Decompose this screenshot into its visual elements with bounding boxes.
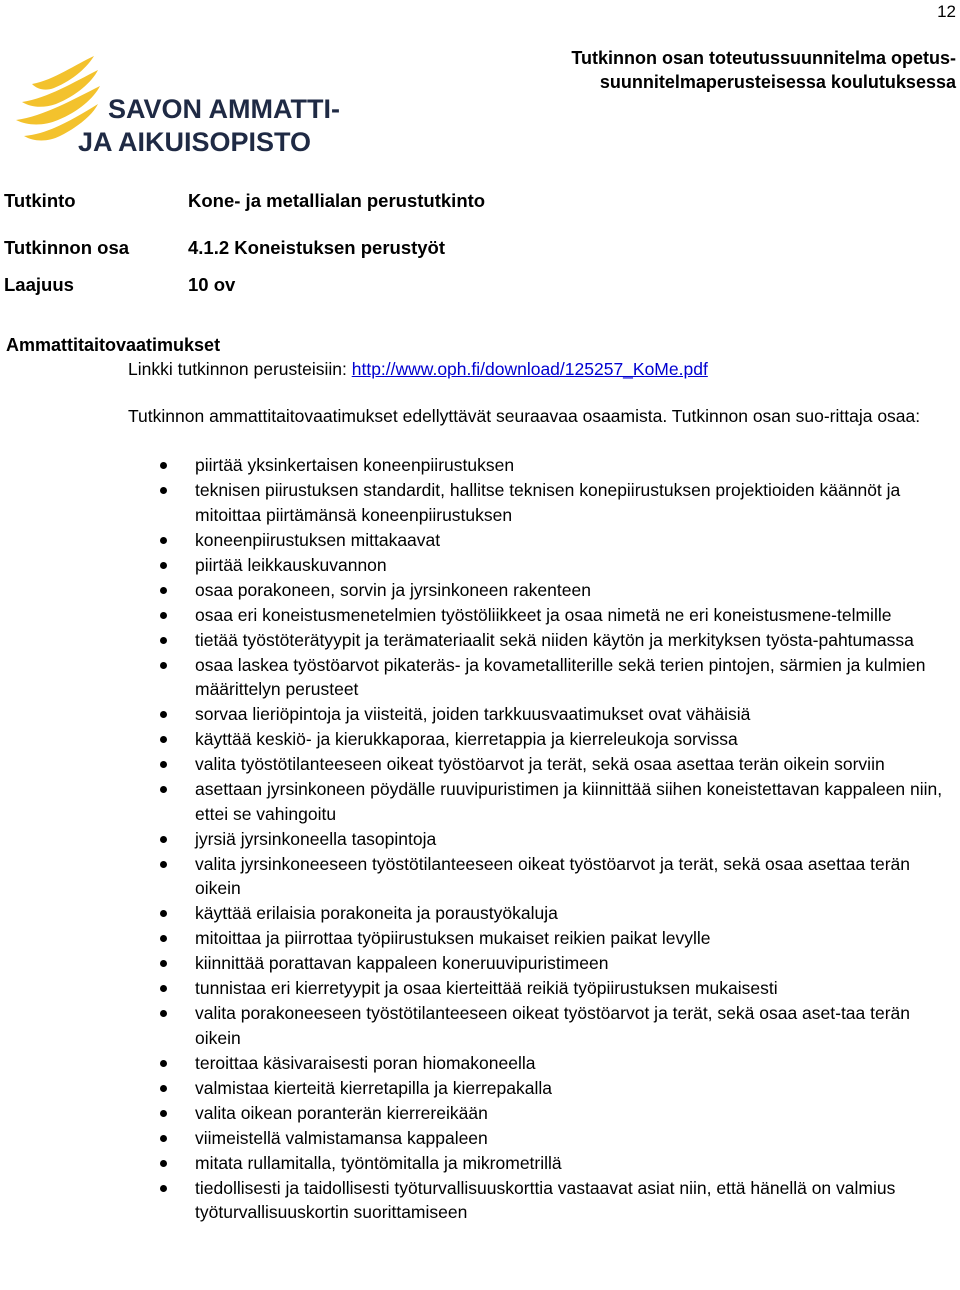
- list-item: [160, 1126, 956, 1151]
- list-item-text: piirtää leikkauskuvannon: [195, 554, 387, 575]
- requirements-heading: Ammattitaitovaatimukset: [6, 335, 221, 355]
- list-item: [160, 478, 956, 527]
- savon-ammattiopisto-logo: [14, 50, 354, 160]
- bullet-icon: [160, 587, 167, 594]
- list-item-text: osaa porakoneen, sorvin ja jyrsinkoneen rakenteen: [195, 579, 591, 600]
- requirements-intro: Tutkinnon ammattitaitovaatimukset edellyttävät seuraavaa osaamista. Tutkinnon osan suo-rittaja osaa:: [128, 406, 921, 426]
- bullet-icon: [160, 462, 167, 469]
- bullet-icon: [160, 612, 167, 619]
- list-item-text: tunnistaa eri kierretyypit ja osaa kierteittää reikiä työpiirustuksen mukaisesti: [195, 978, 778, 998]
- bullet-icon: [160, 786, 167, 793]
- link-prefix: Linkki tutkinnon perusteisiin:: [128, 359, 352, 379]
- list-item-text: mitata rullamitalla, työntömitalla ja mikrometrillä: [195, 1152, 562, 1173]
- page-number: 12: [937, 2, 956, 21]
- list-item: [160, 653, 956, 702]
- bullet-icon: [160, 537, 167, 544]
- list-item: [160, 553, 956, 578]
- list-item: [160, 578, 956, 603]
- list-item: [160, 852, 956, 901]
- list-item-text: valita työstötilanteeseen oikeat työstöarvot ja terät, sekä osaa asettaa terän oikein sorviin: [195, 754, 885, 774]
- list-item-text: viimeistellä valmistamansa kappaleen: [195, 1127, 488, 1148]
- bullet-icon: [160, 861, 167, 868]
- list-item: [160, 603, 956, 628]
- list-item: [160, 951, 956, 976]
- list-item-text: teknisen piirustuksen standardit, hallitse teknisen konepiirustuksen projektioiden käännöt ja mitoittaa piirtämänsä koneenpiirustuksen: [195, 480, 901, 525]
- bullet-icon: [160, 637, 167, 644]
- bullet-icon: [160, 1085, 167, 1092]
- list-item: [160, 727, 956, 752]
- bullet-icon: [160, 910, 167, 917]
- list-item-text: koneenpiirustuksen mittakaavat: [195, 529, 441, 550]
- list-item-text: valita porakoneeseen työstötilanteeseen oikeat työstöarvot ja terät, sekä osaa aset-taa terän oikein: [195, 1003, 911, 1048]
- list-item: [160, 1151, 956, 1176]
- list-item: [160, 827, 956, 852]
- document-title-line1: Tutkinnon osan toteutussuunnitelma opetus-: [571, 48, 956, 68]
- bullet-icon: [160, 487, 167, 494]
- laajuus-value: 10 ov: [188, 274, 236, 295]
- list-item-text: käyttää erilaisia porakoneita ja poraustyökaluja: [195, 903, 558, 923]
- bullet-icon: [160, 1110, 167, 1117]
- list-item-text: mitoittaa ja piirrottaa työpiirustuksen mukaiset reikien paikat levylle: [195, 928, 711, 948]
- requirements-link-line: [128, 357, 708, 381]
- list-item-text: käyttää keskiö- ja kierukkaporaa, kierretappia ja kierreleukoja sorvissa: [195, 729, 738, 749]
- list-item: [160, 777, 956, 826]
- logo-text-line1: SAVON AMMATTI-: [108, 94, 340, 124]
- bullet-icon: [160, 711, 167, 718]
- bullet-icon: [160, 1010, 167, 1017]
- tutkinto-value: Kone- ja metallialan perustutkinto: [188, 190, 486, 211]
- document-title: [486, 46, 956, 94]
- requirements-link[interactable]: http://www.oph.fi/download/125257_KoMe.pdf: [351, 359, 708, 379]
- list-item: [160, 1076, 956, 1101]
- bullet-icon: [160, 960, 167, 967]
- list-item-text: jyrsiä jyrsinkoneella tasopintoja: [195, 828, 437, 849]
- tutkinnon-osa-label: Tutkinnon osa: [4, 237, 130, 258]
- list-item-text: piirtää yksinkertaisen koneenpiirustuksen: [195, 455, 515, 475]
- tutkinnon-osa-value: 4.1.2 Koneistuksen perustyöt: [188, 237, 446, 258]
- bullet-icon: [160, 662, 167, 669]
- list-item: [160, 1101, 956, 1126]
- list-item-text: kiinnittää porattavan kappaleen koneruuvipuristimeen: [195, 953, 609, 973]
- list-item-text: sorvaa lieriöpintoja ja viisteitä, joiden tarkkuusvaatimukset ovat vähäisiä: [195, 704, 751, 724]
- list-item: [160, 976, 956, 1001]
- bullet-icon: [160, 1185, 167, 1192]
- list-item-text: osaa eri koneistusmenetelmien työstöliikkeet ja osaa nimetä ne eri koneistusmene-telmille: [195, 604, 892, 625]
- skills-list: [160, 453, 956, 1225]
- list-item: [160, 702, 956, 727]
- list-item: [160, 901, 956, 926]
- list-item: [160, 752, 956, 777]
- bullet-icon: [160, 562, 167, 569]
- bullet-icon: [160, 836, 167, 843]
- tutkinto-label: Tutkinto: [4, 190, 76, 211]
- list-item-text: asettaan jyrsinkoneen pöydälle ruuvipuristimen ja kiinnittää siihen koneistettavan kappaleen niin, ettei se vahingoitu: [195, 779, 943, 824]
- list-item: [160, 528, 956, 553]
- list-item: [160, 1051, 956, 1076]
- bullet-icon: [160, 761, 167, 768]
- list-item: [160, 926, 956, 951]
- list-item-text: valita jyrsinkoneeseen työstötilanteeseen oikeat työstöarvot ja terät, sekä osaa asettaa terän oikein: [195, 853, 911, 898]
- bullet-icon: [160, 1160, 167, 1167]
- bullet-icon: [160, 1060, 167, 1067]
- bullet-icon: [160, 935, 167, 942]
- list-item-text: valmistaa kierteitä kierretapilla ja kierrepakalla: [195, 1077, 552, 1098]
- list-item: [160, 628, 956, 653]
- list-item: [160, 1001, 956, 1050]
- list-item-text: tiedollisesti ja taidollisesti työturvallisuuskorttia vastaavat asiat niin, että hänellä on valmius työturvallisuuskortin suorittamiseen: [195, 1177, 896, 1222]
- list-item: [160, 1176, 956, 1225]
- bullet-icon: [160, 985, 167, 992]
- list-item-text: teroittaa käsivaraisesti poran hiomakoneella: [195, 1052, 536, 1073]
- laajuus-label: Laajuus: [4, 274, 74, 295]
- list-item: [160, 453, 956, 478]
- bullet-icon: [160, 1135, 167, 1142]
- list-item-text: osaa laskea työstöarvot pikateräs- ja kovametalliterille sekä terien pintojen, särmien ja kulmien määrittelyn perusteet: [195, 654, 926, 699]
- bullet-icon: [160, 736, 167, 743]
- list-item-text: tietää työstöterätyypit ja terämateriaalit sekä niiden käytön ja merkityksen työsta-pahtumassa: [195, 629, 914, 650]
- list-item-text: valita oikean poranterän kierrereikään: [195, 1102, 488, 1123]
- document-title-line2: suunnitelmaperusteisessa koulutuksessa: [599, 72, 956, 92]
- logo-text-line2: JA AIKUISOPISTO: [78, 127, 312, 157]
